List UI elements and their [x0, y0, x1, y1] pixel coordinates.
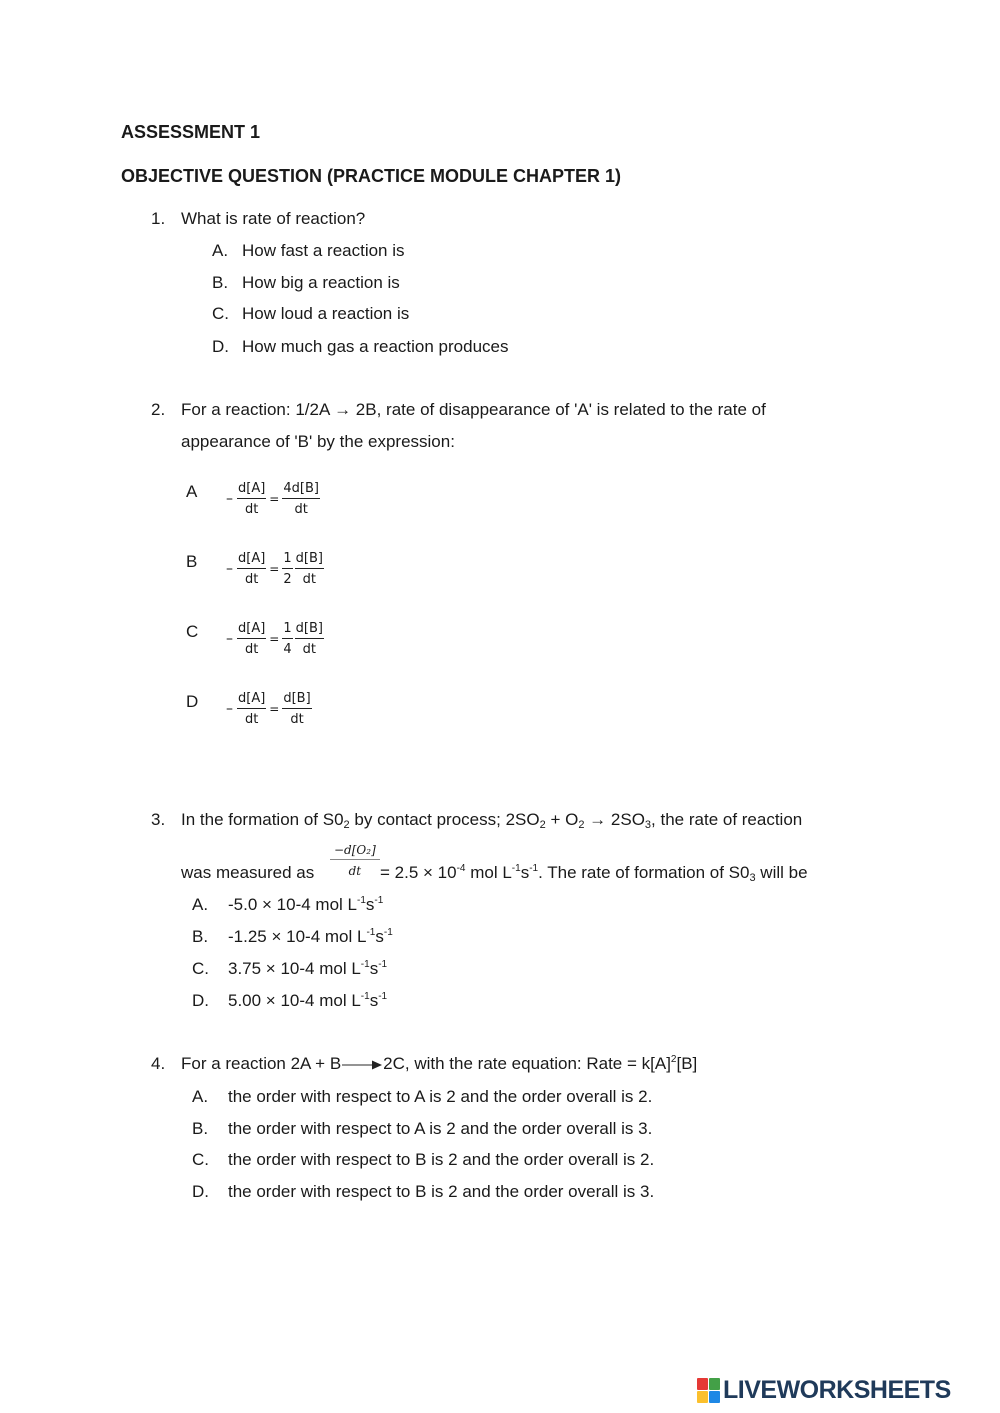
option-letter: A: [186, 482, 198, 501]
option-letter: D: [186, 692, 199, 711]
page-title: ASSESSMENT 1: [121, 122, 261, 142]
option-text: How fast a reaction is: [242, 241, 405, 260]
section-subtitle: OBJECTIVE QUESTION (PRACTICE MODULE CHAPTER 1): [121, 166, 622, 186]
option-text: 3.75 × 10-4 mol $L^{-1}s^{-1}$: [228, 959, 388, 978]
option-letter: B.: [192, 927, 209, 946]
question-number: 3.: [151, 810, 166, 829]
denominator: dt: [294, 502, 308, 517]
option-text: the order with respect to B is 2 and the order overall is 3.: [228, 1182, 655, 1201]
option-letter: A.: [212, 241, 229, 260]
denominator: dt: [290, 712, 304, 727]
question-number: 1.: [151, 209, 166, 228]
rate-fraction: [330, 843, 380, 878]
option-letter: B: [186, 552, 198, 571]
option-letter: B.: [212, 273, 229, 292]
option-letter: C.: [192, 959, 209, 978]
numerator: d[B]: [282, 691, 311, 709]
equals-sign: =: [269, 492, 280, 506]
numerator: −d[O₂]: [330, 843, 380, 860]
fraction-rhs: [282, 691, 311, 727]
denominator: dt: [348, 864, 362, 878]
coefficient: [282, 551, 292, 587]
question-number: 4.: [151, 1054, 166, 1073]
fraction-lhs: [237, 621, 266, 657]
option-letter: C.: [192, 1150, 209, 1169]
reaction-arrow-icon: [341, 1059, 383, 1071]
equals-sign: =: [269, 702, 280, 716]
minus-sign: –: [226, 491, 233, 507]
numerator: d[A]: [237, 481, 266, 499]
option-letter: D.: [192, 991, 209, 1010]
denominator: dt: [302, 572, 316, 587]
denominator: dt: [244, 572, 259, 587]
logo-text: LIVEWORKSHEETS: [723, 1376, 951, 1404]
denominator: dt: [244, 712, 259, 727]
minus-sign: –: [226, 631, 233, 647]
rate-expression: [226, 621, 324, 657]
option-text: How big a reaction is: [242, 273, 400, 292]
option-letter: D.: [192, 1182, 209, 1201]
rate-expression: [226, 481, 320, 517]
numerator: d[B]: [295, 551, 324, 569]
numerator: d[A]: [237, 621, 266, 639]
numerator: 1: [282, 551, 292, 569]
question-number: 2.: [151, 400, 166, 419]
option-letter: B.: [192, 1119, 209, 1138]
minus-sign: –: [226, 701, 233, 717]
fraction-lhs: [237, 551, 266, 587]
option-text: -5.0 × 10-4 mol $L^{-1}s^{-1}$: [228, 895, 384, 914]
fraction-lhs: [237, 691, 266, 727]
fraction-lhs: [237, 481, 266, 517]
option-text: the order with respect to A is 2 and the order overall is 3.: [228, 1119, 653, 1138]
numerator: d[A]: [237, 551, 266, 569]
equals-sign: =: [269, 632, 280, 646]
question-text: What is rate of reaction?: [181, 209, 366, 228]
question-text-line-1: In the formation of $S0_2$ by contact process; $2SO_2 + O_2 \to 2SO_3$, the rate of reaction: [181, 810, 803, 831]
numerator: 1: [282, 621, 292, 639]
liveworksheets-logo-icon: [697, 1378, 721, 1404]
option-text: the order with respect to B is 2 and the order overall is 2.: [228, 1150, 655, 1169]
option-letter: A.: [192, 1087, 209, 1106]
fraction-rhs: [295, 551, 324, 587]
denominator: dt: [244, 502, 259, 517]
denominator: dt: [302, 642, 316, 657]
option-letter: A.: [192, 895, 209, 914]
option-letter: D.: [212, 337, 229, 356]
fraction-rhs: [295, 621, 324, 657]
numerator: d[B]: [295, 621, 324, 639]
question-text-line-1: For a reaction: 1/2A → 2B, rate of disappearance of 'A' is related to the rate of: [181, 400, 766, 419]
minus-sign: –: [226, 561, 233, 577]
equals-sign: =: [269, 562, 280, 576]
question-text-line-2-end: = $2.5 \times 10^{-4}$ mol $L^{-1}s^{-1}$. The rate of formation of $S0_3$ will be: [380, 863, 808, 884]
option-text: 5.00 × 10-4 mol $L^{-1}s^{-1}$: [228, 991, 388, 1010]
coefficient: [282, 621, 292, 657]
question-text-line-2: appearance of 'B' by the expression:: [181, 432, 455, 451]
question-text: For a reaction 2A + B 2C, with the rate equation: Rate = $k[A]^2[B]$: [181, 1054, 698, 1073]
rate-expression: [226, 691, 312, 727]
numerator: d[A]: [237, 691, 266, 709]
denominator: 4: [283, 642, 292, 657]
option-text: -1.25 × 10-4 mol $L^{-1}s^{-1}$: [228, 927, 393, 946]
option-letter: C: [186, 622, 199, 641]
option-letter: C.: [212, 304, 229, 323]
option-text: the order with respect to A is 2 and the order overall is 2.: [228, 1087, 653, 1106]
denominator: 2: [283, 572, 292, 587]
question-text-line-2-start: was measured as: [181, 863, 315, 882]
rate-expression: [226, 551, 324, 587]
fraction-rhs: [282, 481, 320, 517]
denominator: dt: [244, 642, 259, 657]
option-text: How much gas a reaction produces: [242, 337, 509, 356]
option-text: How loud a reaction is: [242, 304, 410, 323]
liveworksheets-logo: [697, 1376, 951, 1405]
numerator: 4d[B]: [282, 481, 320, 499]
